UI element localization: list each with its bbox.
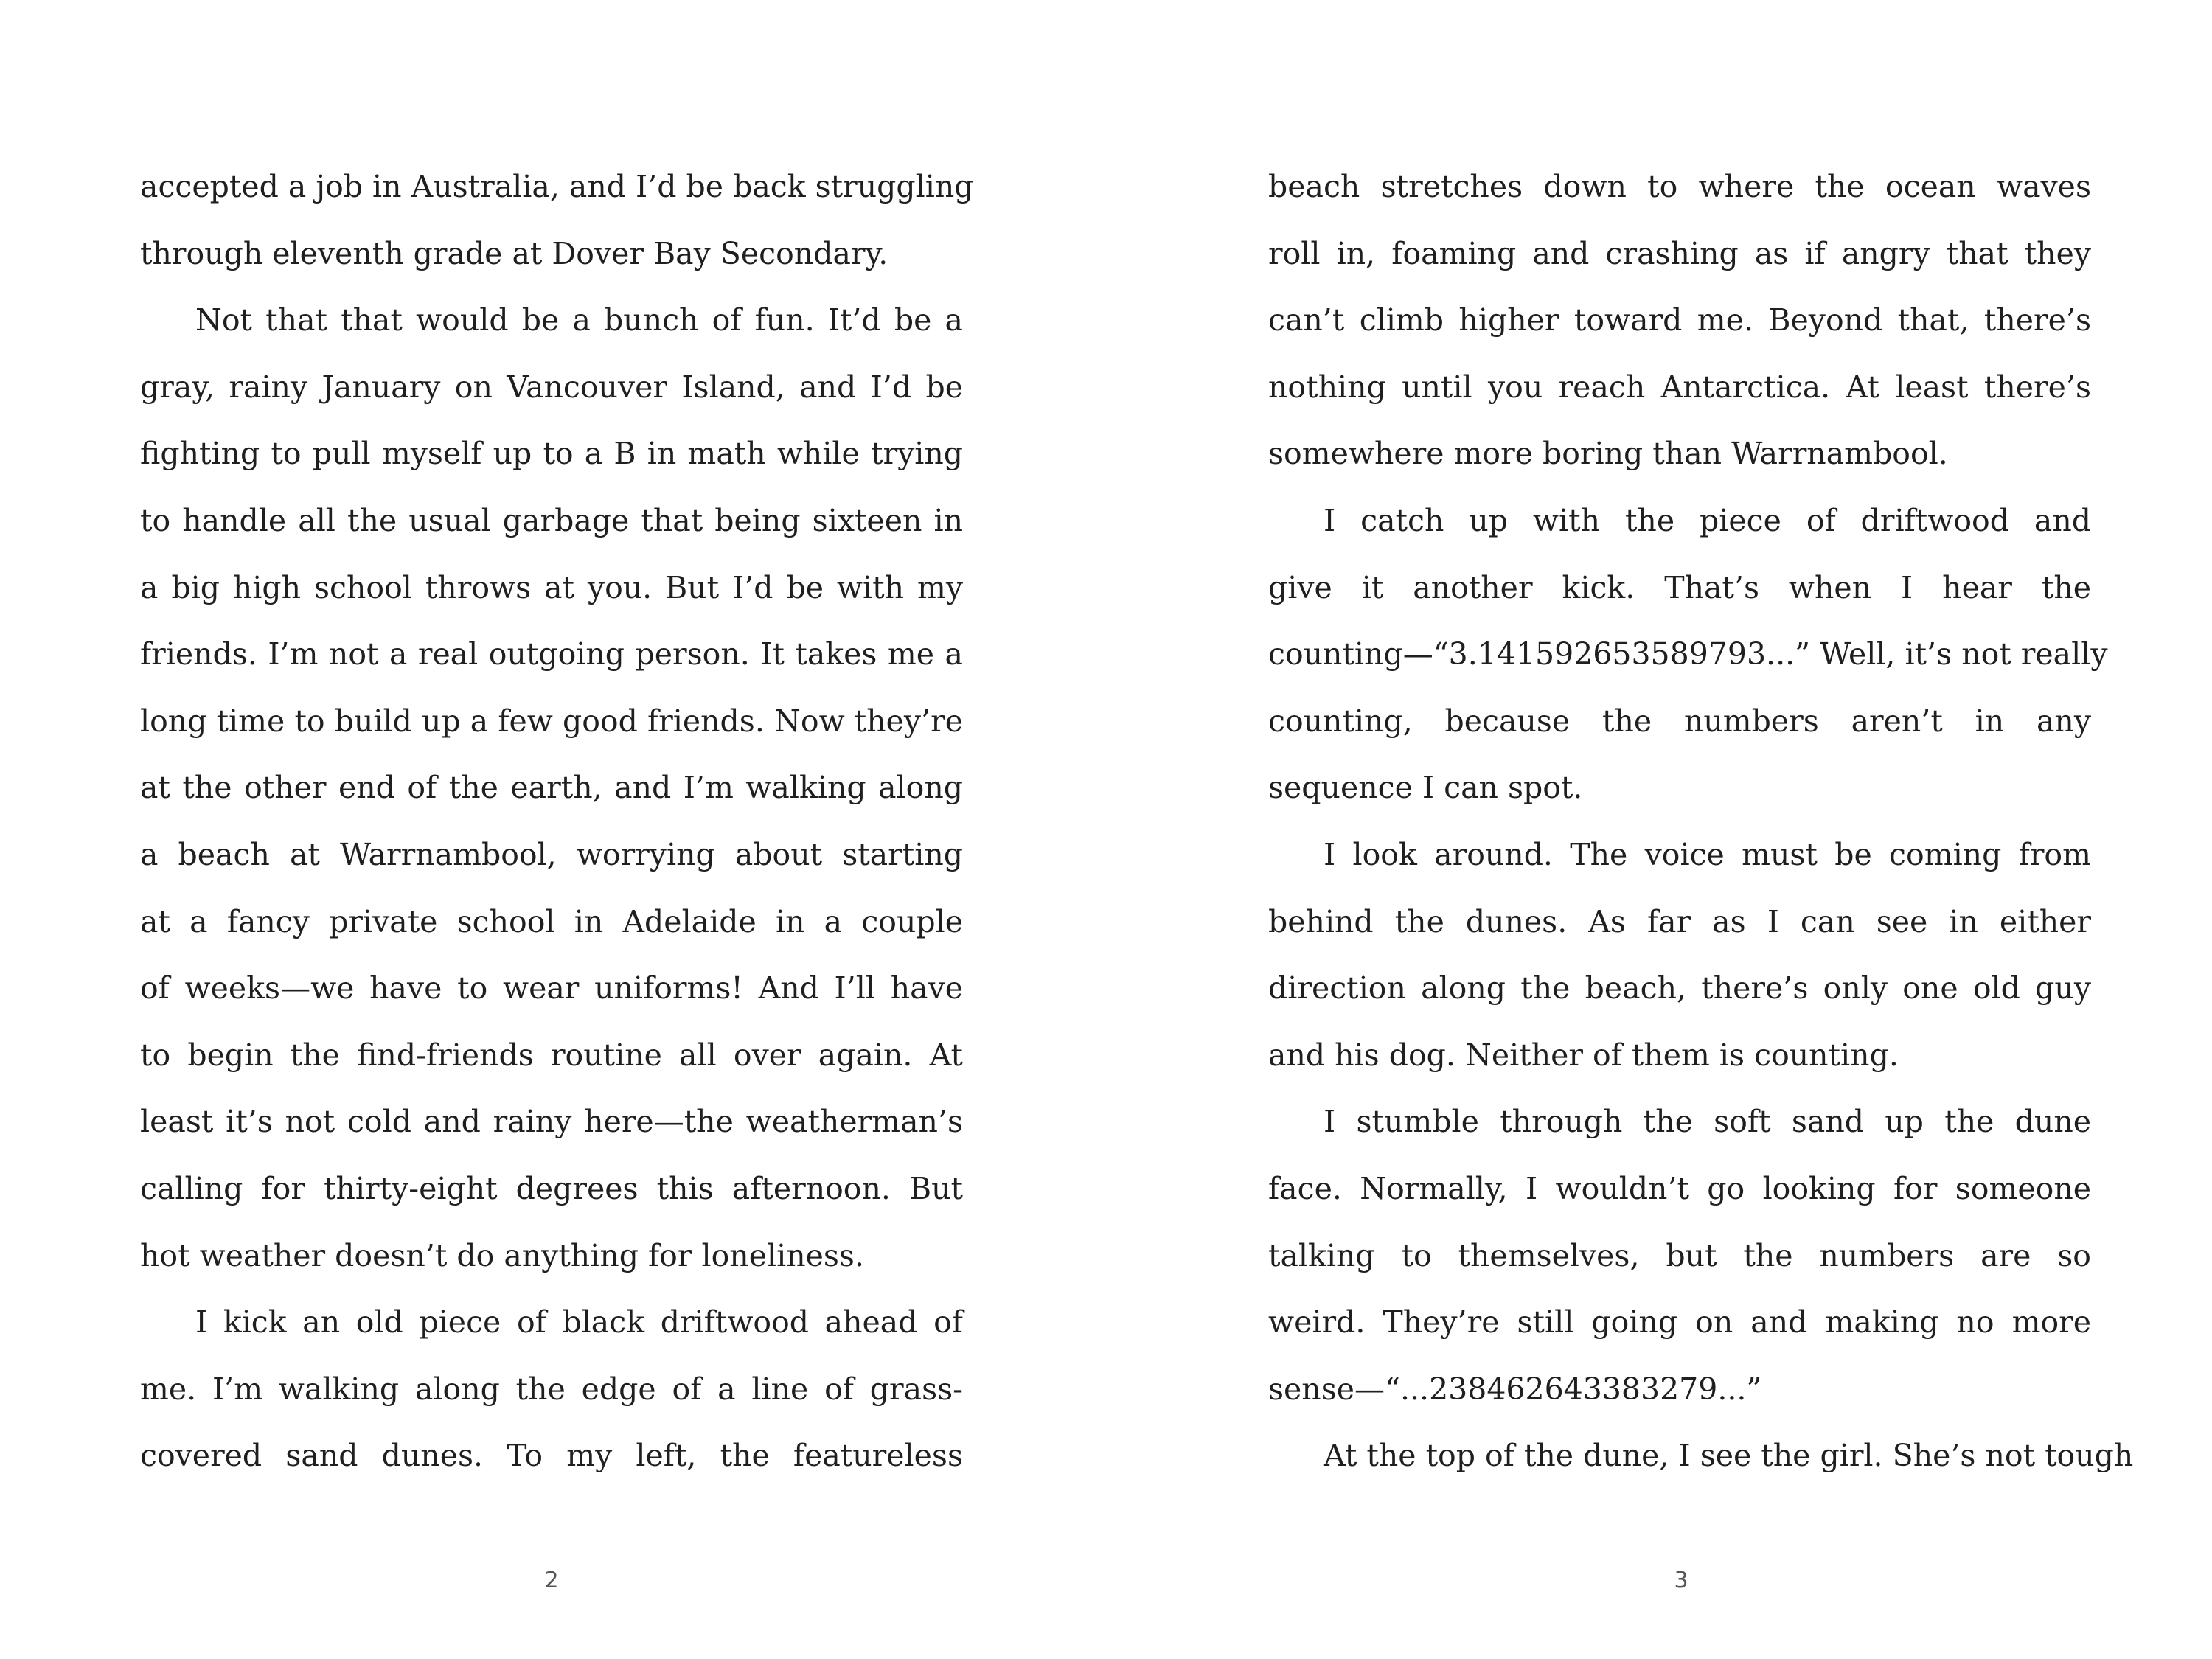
text-line: gray, rainy January on Vancouver Island, and I’d be — [140, 369, 963, 405]
text-line: fighting to pull myself up to a B in math while trying — [140, 436, 963, 472]
text-line: hot weather doesn’t do anything for loneliness. — [140, 1237, 864, 1273]
text-line: at a fancy private school in Adelaide in a couple — [140, 903, 963, 939]
text-line: sequence I can spot. — [1268, 770, 1583, 806]
text-line: give it another kick. That’s when I hear the — [1268, 569, 2091, 605]
text-line: I look around. The voice must be coming from — [1324, 836, 2091, 872]
right-page-number: 3 — [1674, 1568, 1688, 1593]
text-line: to begin the find-friends routine all over again. At — [140, 1037, 963, 1073]
text-line: At the top of the dune, I see the girl. She’s not tough — [1324, 1438, 2134, 1474]
text-line: I catch up with the piece of driftwood and — [1324, 502, 2091, 538]
text-line: accepted a job in Australia, and I’d be back struggling — [140, 169, 974, 204]
text-line: least it’s not cold and rainy here—the weatherman’s — [140, 1104, 963, 1140]
left-page-text — [140, 153, 974, 1489]
text-line: I stumble through the soft sand up the dune — [1324, 1104, 2091, 1140]
text-line: counting—“3.141592653589793...” Well, it’s not really — [1268, 636, 2108, 672]
text-line: at the other end of the earth, and I’m walking along — [140, 770, 963, 806]
text-line: to handle all the usual garbage that being sixteen in — [140, 502, 963, 538]
text-line: a beach at Warrnambool, worrying about starting — [140, 836, 963, 872]
text-line: weird. They’re still going on and making no more — [1268, 1304, 2091, 1340]
text-line: me. I’m walking along the edge of a line of grass- — [140, 1371, 963, 1407]
text-line: counting, because the numbers aren’t in any — [1268, 703, 2091, 739]
text-line: face. Normally, I wouldn’t go looking for someone — [1268, 1170, 2091, 1206]
text-line: can’t climb higher toward me. Beyond that, there’s — [1268, 302, 2091, 338]
text-line: a big high school throws at you. But I’d be with my — [140, 569, 963, 605]
text-line: and his dog. Neither of them is counting. — [1268, 1037, 1899, 1073]
text-line: somewhere more boring than Warrnambool. — [1268, 436, 1948, 472]
text-line: direction along the beach, there’s only one old guy — [1268, 970, 2091, 1006]
text-line: Not that that would be a bunch of fun. It’d be a — [195, 302, 963, 338]
text-line: nothing until you reach Antarctica. At least there’s — [1268, 369, 2091, 405]
text-line: beach stretches down to where the ocean waves — [1268, 169, 2091, 204]
text-line: through eleventh grade at Dover Bay Secondary. — [140, 235, 888, 271]
text-line: sense—“...238462643383279...” — [1268, 1371, 1762, 1407]
text-line: covered sand dunes. To my left, the featureless — [140, 1438, 963, 1474]
text-line: calling for thirty-eight degrees this afternoon. But — [140, 1170, 963, 1206]
right-page — [1106, 0, 2212, 1659]
text-line: of weeks—we have to wear uniforms! And I’ll have — [140, 970, 963, 1006]
left-page-number: 2 — [544, 1568, 559, 1593]
right-page-text — [1268, 153, 2134, 1489]
text-line: friends. I’m not a real outgoing person. It takes me a — [140, 636, 963, 672]
text-line: talking to themselves, but the numbers are so — [1268, 1237, 2091, 1273]
text-line: behind the dunes. As far as I can see in either — [1268, 903, 2091, 939]
text-line: I kick an old piece of black driftwood ahead of — [195, 1304, 963, 1340]
text-line: long time to build up a few good friends. Now they’re — [140, 703, 963, 739]
text-line: roll in, foaming and crashing as if angry that they — [1268, 235, 2091, 271]
